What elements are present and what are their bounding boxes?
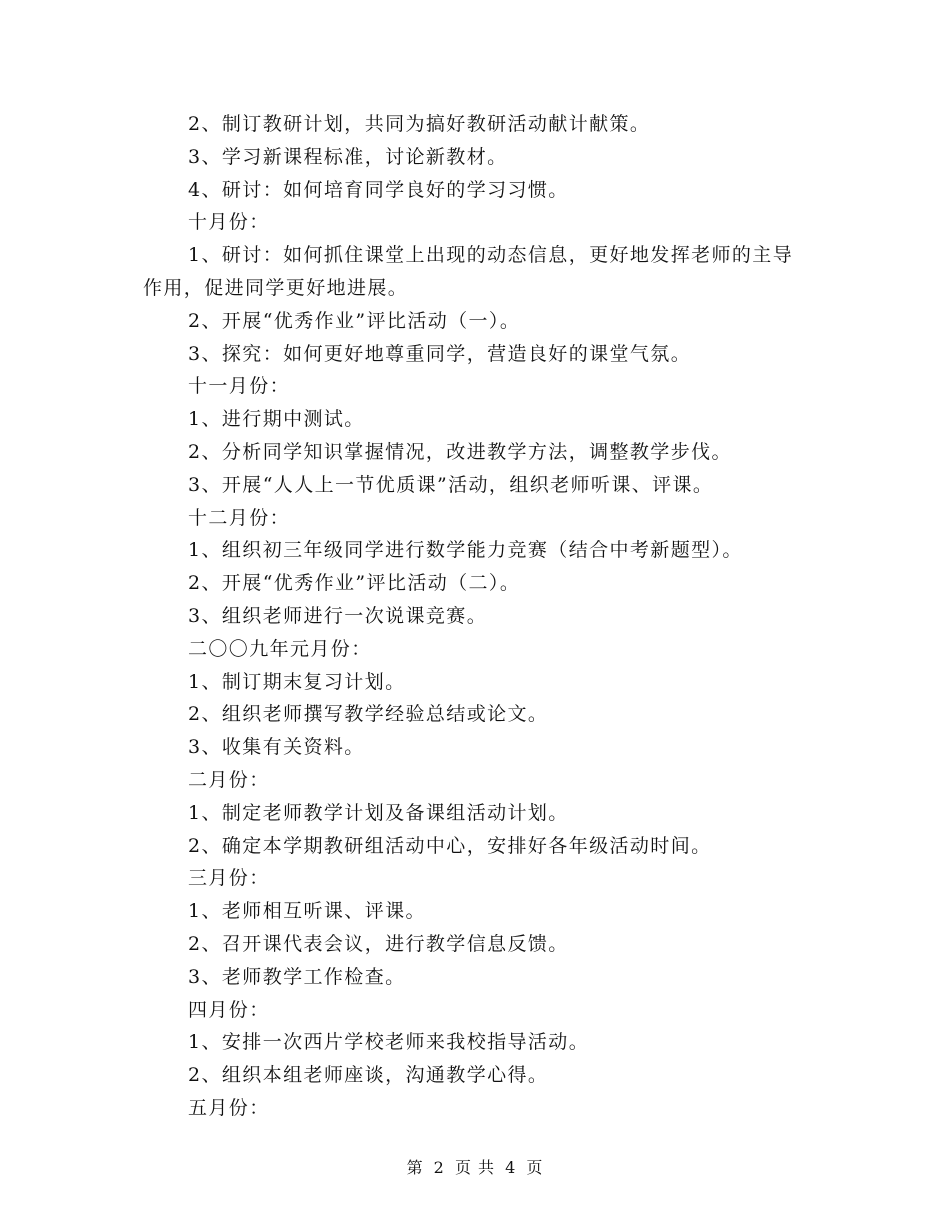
paragraph: 2、组织本组老师座谈，沟通教学心得。: [188, 1064, 549, 1087]
page-footer: [0, 1155, 950, 1178]
paragraph: 1、研讨：如何抓住课堂上出现的动态信息，更好地发挥老师的主导作用，促进同学更好地进展。: [143, 244, 794, 299]
paragraph: 1、安排一次西片学校老师来我校指导活动。: [188, 1031, 590, 1054]
paragraph: 3、学习新课程标准，讨论新教材。: [188, 145, 508, 168]
footer-suffix: 页: [526, 1158, 544, 1177]
paragraph: 1、制订期末复习计划。: [188, 670, 406, 693]
paragraph: 4、研讨：如何培育同学良好的学习习惯。: [188, 178, 569, 201]
section-heading: 四月份：: [188, 998, 270, 1021]
paragraph: 3、组织老师进行一次说课竞赛。: [188, 604, 488, 627]
paragraph: 2、开展“优秀作业”评比活动（二）。: [188, 572, 521, 595]
paragraph: 2、制订教研计划，共同为搞好教研活动献计献策。: [188, 113, 651, 135]
paragraph: 3、收集有关资料。: [188, 736, 365, 759]
footer-prefix: 第: [406, 1158, 424, 1177]
section-heading: 二月份：: [188, 768, 270, 791]
paragraph: 2、召开课代表会议，进行教学信息反馈。: [188, 932, 569, 955]
section-heading: 十一月份：: [188, 375, 291, 398]
paragraph: 2、开展“优秀作业”评比活动（一）。: [188, 309, 521, 332]
document-body: [143, 108, 813, 1125]
footer-page-number: 2: [433, 1158, 445, 1177]
paragraph: 1、老师相互听课、评课。: [188, 900, 426, 923]
paragraph: 3、探究：如何更好地尊重同学，营造良好的课堂气氛。: [188, 342, 692, 365]
section-heading: 三月份：: [188, 867, 270, 890]
paragraph: 1、组织初三年级同学进行数学能力竞赛（结合中考新题型）。: [188, 539, 743, 562]
paragraph: 2、分析同学知识掌握情况，改进教学方法，调整教学步伐。: [188, 440, 732, 463]
paragraph: 1、进行期中测试。: [188, 408, 365, 431]
footer-middle: 页 共: [454, 1158, 496, 1177]
section-heading: 十月份：: [188, 211, 270, 234]
paragraph: 3、老师教学工作检查。: [188, 965, 406, 988]
paragraph: 2、组织老师撰写教学经验总结或论文。: [188, 703, 549, 726]
section-heading: 十二月份：: [188, 506, 291, 529]
paragraph: 1、制定老师教学计划及备课组活动计划。: [188, 801, 569, 824]
paragraph: 3、开展“人人上一节优质课”活动，组织老师听课、评课。: [188, 473, 714, 496]
section-heading: 二〇〇九年元月份：: [188, 637, 372, 660]
paragraph: 2、确定本学期教研组活动中心，安排好各年级活动时间。: [188, 834, 712, 857]
footer-total-pages: 4: [505, 1158, 517, 1177]
section-heading: 五月份：: [188, 1096, 270, 1119]
